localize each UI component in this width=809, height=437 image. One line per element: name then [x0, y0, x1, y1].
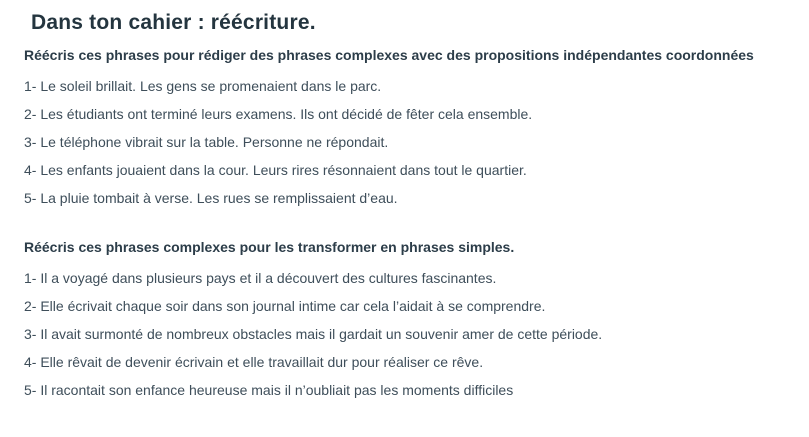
exercise-sentence: 3- Il avait surmonté de nombreux obstacles mais il gardait un souvenir amer de cette période.	[24, 326, 603, 342]
exercise-section-coordination	[24, 46, 785, 212]
exercise-sentence: 5- La pluie tombait à verse. Les rues se remplissaient d’eau.	[24, 190, 398, 206]
exercise-sentence: 1- Il a voyagé dans plusieurs pays et il a découvert des cultures fascinantes.	[24, 270, 497, 286]
exercise-sentence: 4- Elle rêvait de devenir écrivain et elle travaillait dur pour réaliser ce rêve.	[24, 354, 484, 370]
section-instruction: Réécris ces phrases pour rédiger des phrases complexes avec des propositions indépendantes coordonnées	[24, 47, 754, 63]
exercise-sentence: 3- Le téléphone vibrait sur la table. Personne ne répondait.	[24, 134, 389, 150]
exercise-sentence: 1- Le soleil brillait. Les gens se promenaient dans le parc.	[24, 78, 382, 94]
page-title: Dans ton cahier : réécriture.	[31, 11, 316, 34]
exercise-sentence: 2- Les étudiants ont terminé leurs examens. Ils ont décidé de fêter cela ensemble.	[24, 106, 533, 122]
exercise-sentence: 2- Elle écrivait chaque soir dans son journal intime car cela l’aidait à se comprendre.	[24, 298, 546, 314]
exercise-sentence: 5- Il racontait son enfance heureuse mais il n’oubliait pas les moments difficiles	[24, 382, 514, 398]
exercise-sentence: 4- Les enfants jouaient dans la cour. Leurs rires résonnaient dans tout le quartier.	[24, 162, 527, 178]
section-instruction: Réécris ces phrases complexes pour les transformer en phrases simples.	[24, 239, 515, 255]
exercise-section-simplification	[24, 238, 785, 404]
worksheet-page	[0, 10, 809, 437]
